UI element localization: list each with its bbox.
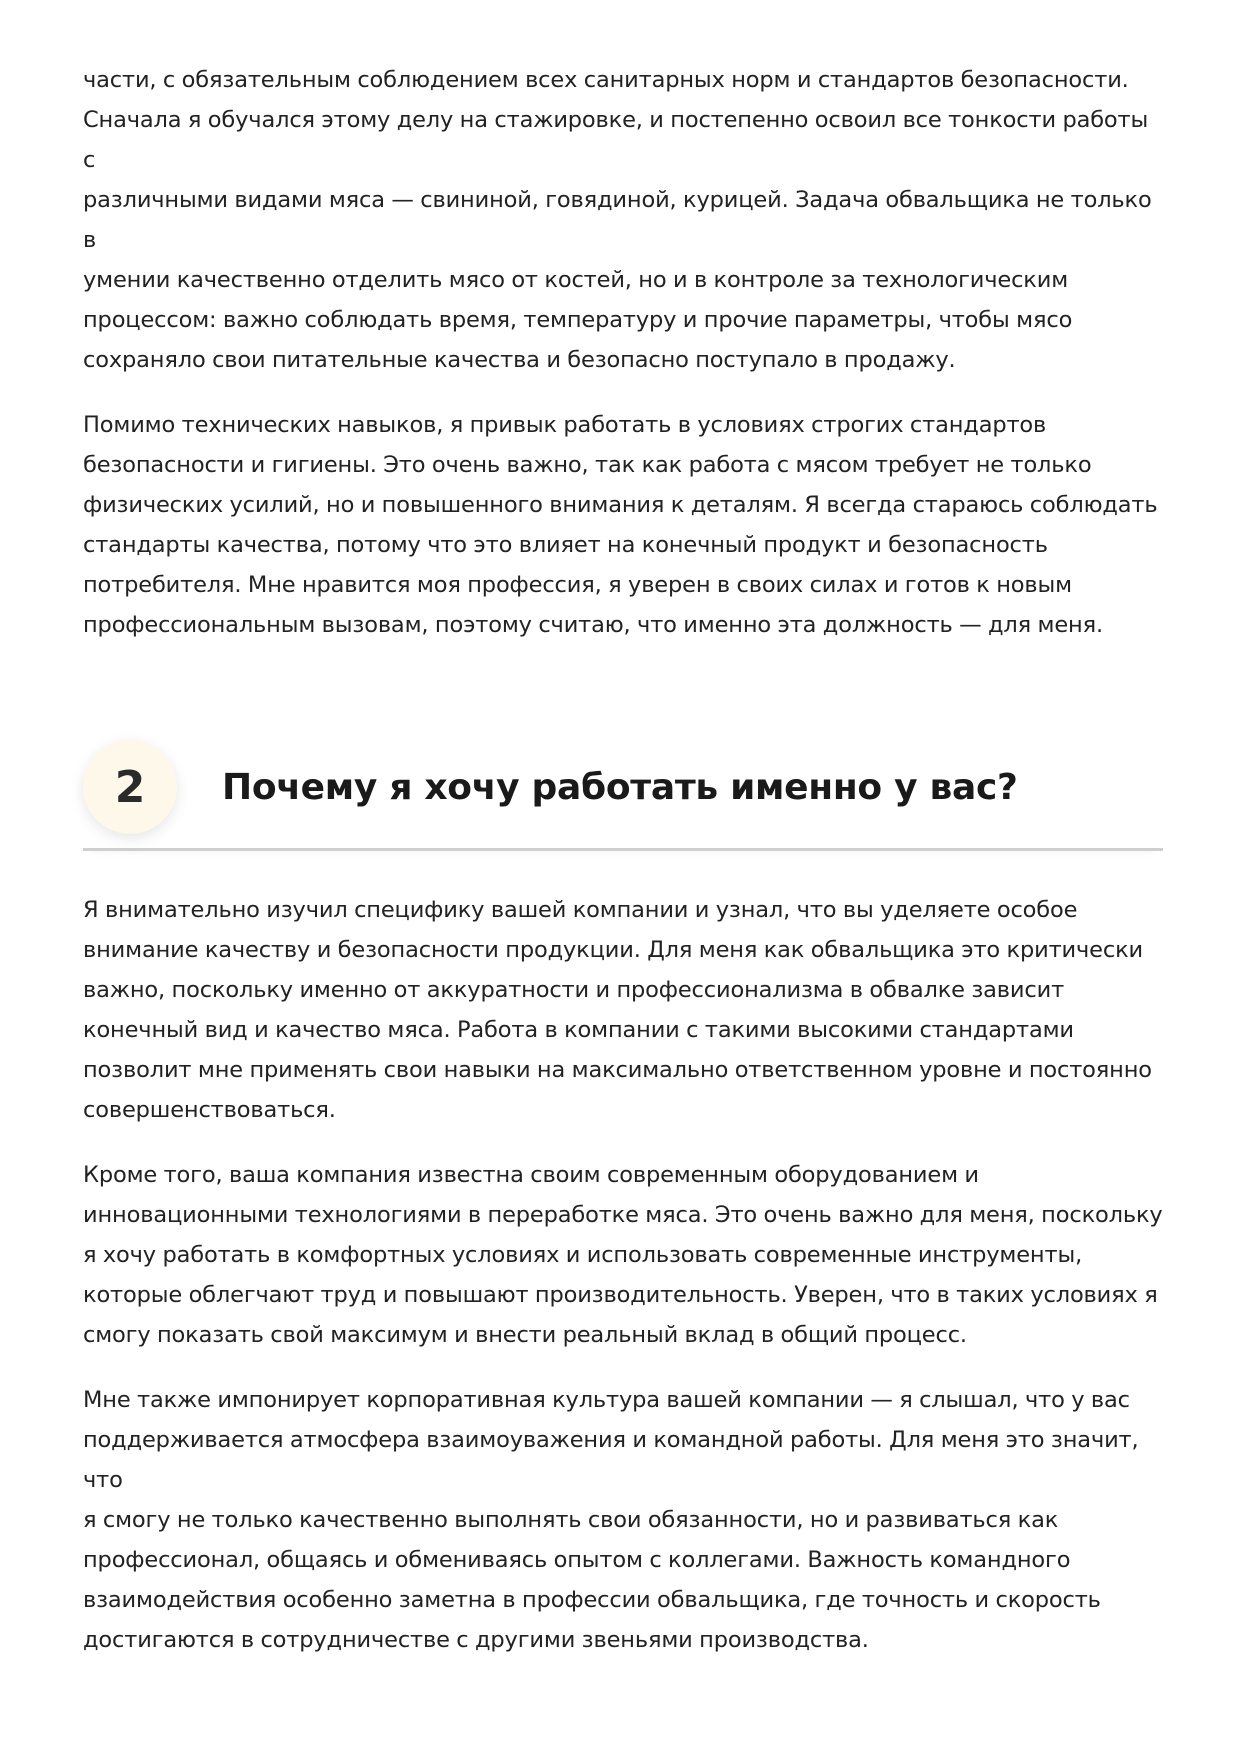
section-paragraph-3: Мне также импонирует корпоративная культура вашей компании — я слышал, что у вас поддерживается атмосфера взаимоуважения и командной работы. Для меня это значит, что я смогу не только качественно выполнять свои обязанности, но и развиваться как профессионал, общаясь и обмениваясь опытом с коллегами. Важность командного взаимодействия особенно заметна в профессии обвальщика, где точность и скорость достигаются в сотрудничестве с другими звеньями производства. [83,1387,1139,1653]
section-body [83,890,1163,1660]
intro-paragraph-1: части, с обязательным соблюдением всех санитарных норм и стандартов безопасности. Сначала я обучался этому делу на стажировке, и постепенно освоил все тонкости работы с различными видами мяса — свининой, говядиной, курицей. Задача обвальщика не только в умении качественно отделить мясо от костей, но и в контроле за технологическим процессом: важно соблюдать время, температуру и прочие параметры, чтобы мясо сохраняло свои питательные качества и безопасно поступало в продажу. [83,67,1152,373]
intro-paragraph-2: Помимо технических навыков, я привык работать в условиях строгих стандартов безопасности и гигиены. Это очень важно, так как работа с мясом требует не только физических усилий, но и повышенного внимания к деталям. Я всегда стараюсь соблюдать стандарты качества, потому что это влияет на конечный продукт и безопасность потребителя. Мне нравится моя профессия, я уверен в своих силах и готов к новым профессиональным вызовам, поэтому считаю, что именно эта должность — для меня. [83,412,1158,638]
section-paragraph-1: Я внимательно изучил специфику вашей компании и узнал, что вы уделяете особое внимание качеству и безопасности продукции. Для меня как обвальщика это критически важно, поскольку именно от аккуратности и профессионализма в обвалке зависит конечный вид и качество мяса. Работа в компании с такими высокими стандартами позволит мне применять свои навыки на максимально ответственном уровне и постоянно совершенствоваться. [83,897,1152,1123]
intro-text-block [83,60,1163,645]
section-number-badge: 2 [83,740,177,834]
section-header [83,738,1163,851]
section-title: Почему я хочу работать именно у вас? [222,767,1018,808]
section-paragraph-2: Кроме того, ваша компания известна своим современным оборудованием и инновационными технологиями в переработке мяса. Это очень важно для меня, поскольку я хочу работать в комфортных условиях и использовать современные инструменты, которые облегчают труд и повышают производительность. Уверен, что в таких условиях я смогу показать свой максимум и внести реальный вклад в общий процесс. [83,1162,1163,1348]
